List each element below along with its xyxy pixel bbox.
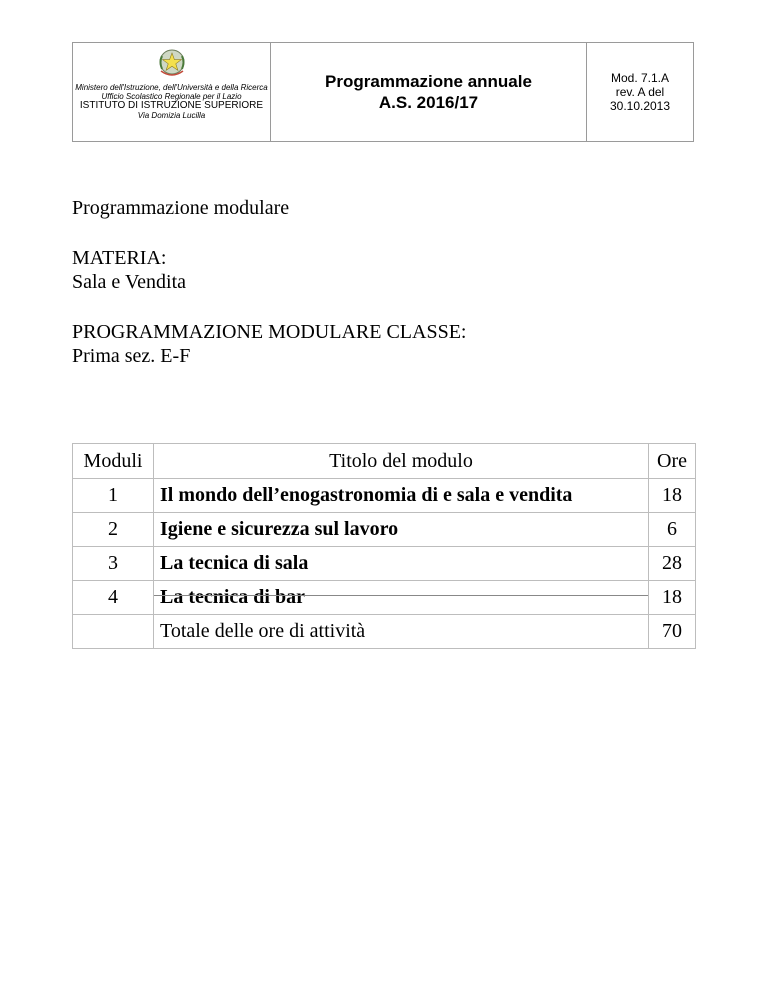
document-revision	[587, 43, 693, 141]
total-hours: 70	[649, 615, 696, 649]
empty-cell	[73, 615, 154, 649]
table-row	[73, 581, 696, 615]
table-header-row	[73, 444, 696, 479]
module-number: 1	[73, 479, 154, 513]
header-modules: Moduli	[73, 444, 154, 479]
table-total-row	[73, 615, 696, 649]
section-heading: Programmazione modulare	[72, 197, 290, 219]
modules-table	[72, 443, 696, 649]
class-value: Prima sez. E-F	[72, 345, 191, 367]
institute-name: ISTITUTO DI ISTRUZIONE SUPERIORE	[79, 100, 264, 111]
module-hours: 6	[649, 513, 696, 547]
header-title: Titolo del modulo	[154, 444, 649, 479]
module-title: Il mondo dell’enogastronomia di e sala e vendita	[154, 479, 649, 513]
table-row	[73, 547, 696, 581]
total-label: Totale delle ore di attività	[154, 615, 649, 649]
module-number: 4	[73, 581, 154, 615]
module-code: Mod. 7.1.A	[610, 71, 670, 85]
module-title: Igiene e sicurezza sul lavoro	[154, 513, 649, 547]
module-title: La tecnica di sala	[154, 547, 649, 581]
module-number: 3	[73, 547, 154, 581]
module-title: La tecnica di bar	[154, 581, 649, 615]
module-hours: 18	[649, 479, 696, 513]
revision-date: 30.10.2013	[609, 99, 671, 113]
institution-block	[73, 43, 271, 141]
institute-address: Via Domizia Lucilla	[137, 111, 206, 120]
subject-label: MATERIA:	[72, 247, 167, 269]
module-hours: 28	[649, 547, 696, 581]
document-title	[271, 43, 587, 141]
title-line-2: A.S. 2016/17	[378, 93, 479, 112]
regional-office: Ufficio Scolastico Regionale per il Lazio	[101, 92, 242, 101]
class-label: PROGRAMMAZIONE MODULARE CLASSE:	[72, 321, 467, 343]
ministry-name: Ministero dell'Istruzione, dell'Università e della Ricerca	[75, 83, 268, 92]
module-hours: 18	[649, 581, 696, 615]
subject-value: Sala e Vendita	[72, 271, 187, 293]
revision-label: rev. A del	[615, 85, 665, 99]
title-line-1: Programmazione annuale	[325, 72, 532, 91]
document-header	[72, 42, 694, 142]
table-row	[73, 513, 696, 547]
table-row	[73, 479, 696, 513]
italian-emblem-icon	[156, 47, 188, 79]
header-hours: Ore	[649, 444, 696, 479]
module-number: 2	[73, 513, 154, 547]
